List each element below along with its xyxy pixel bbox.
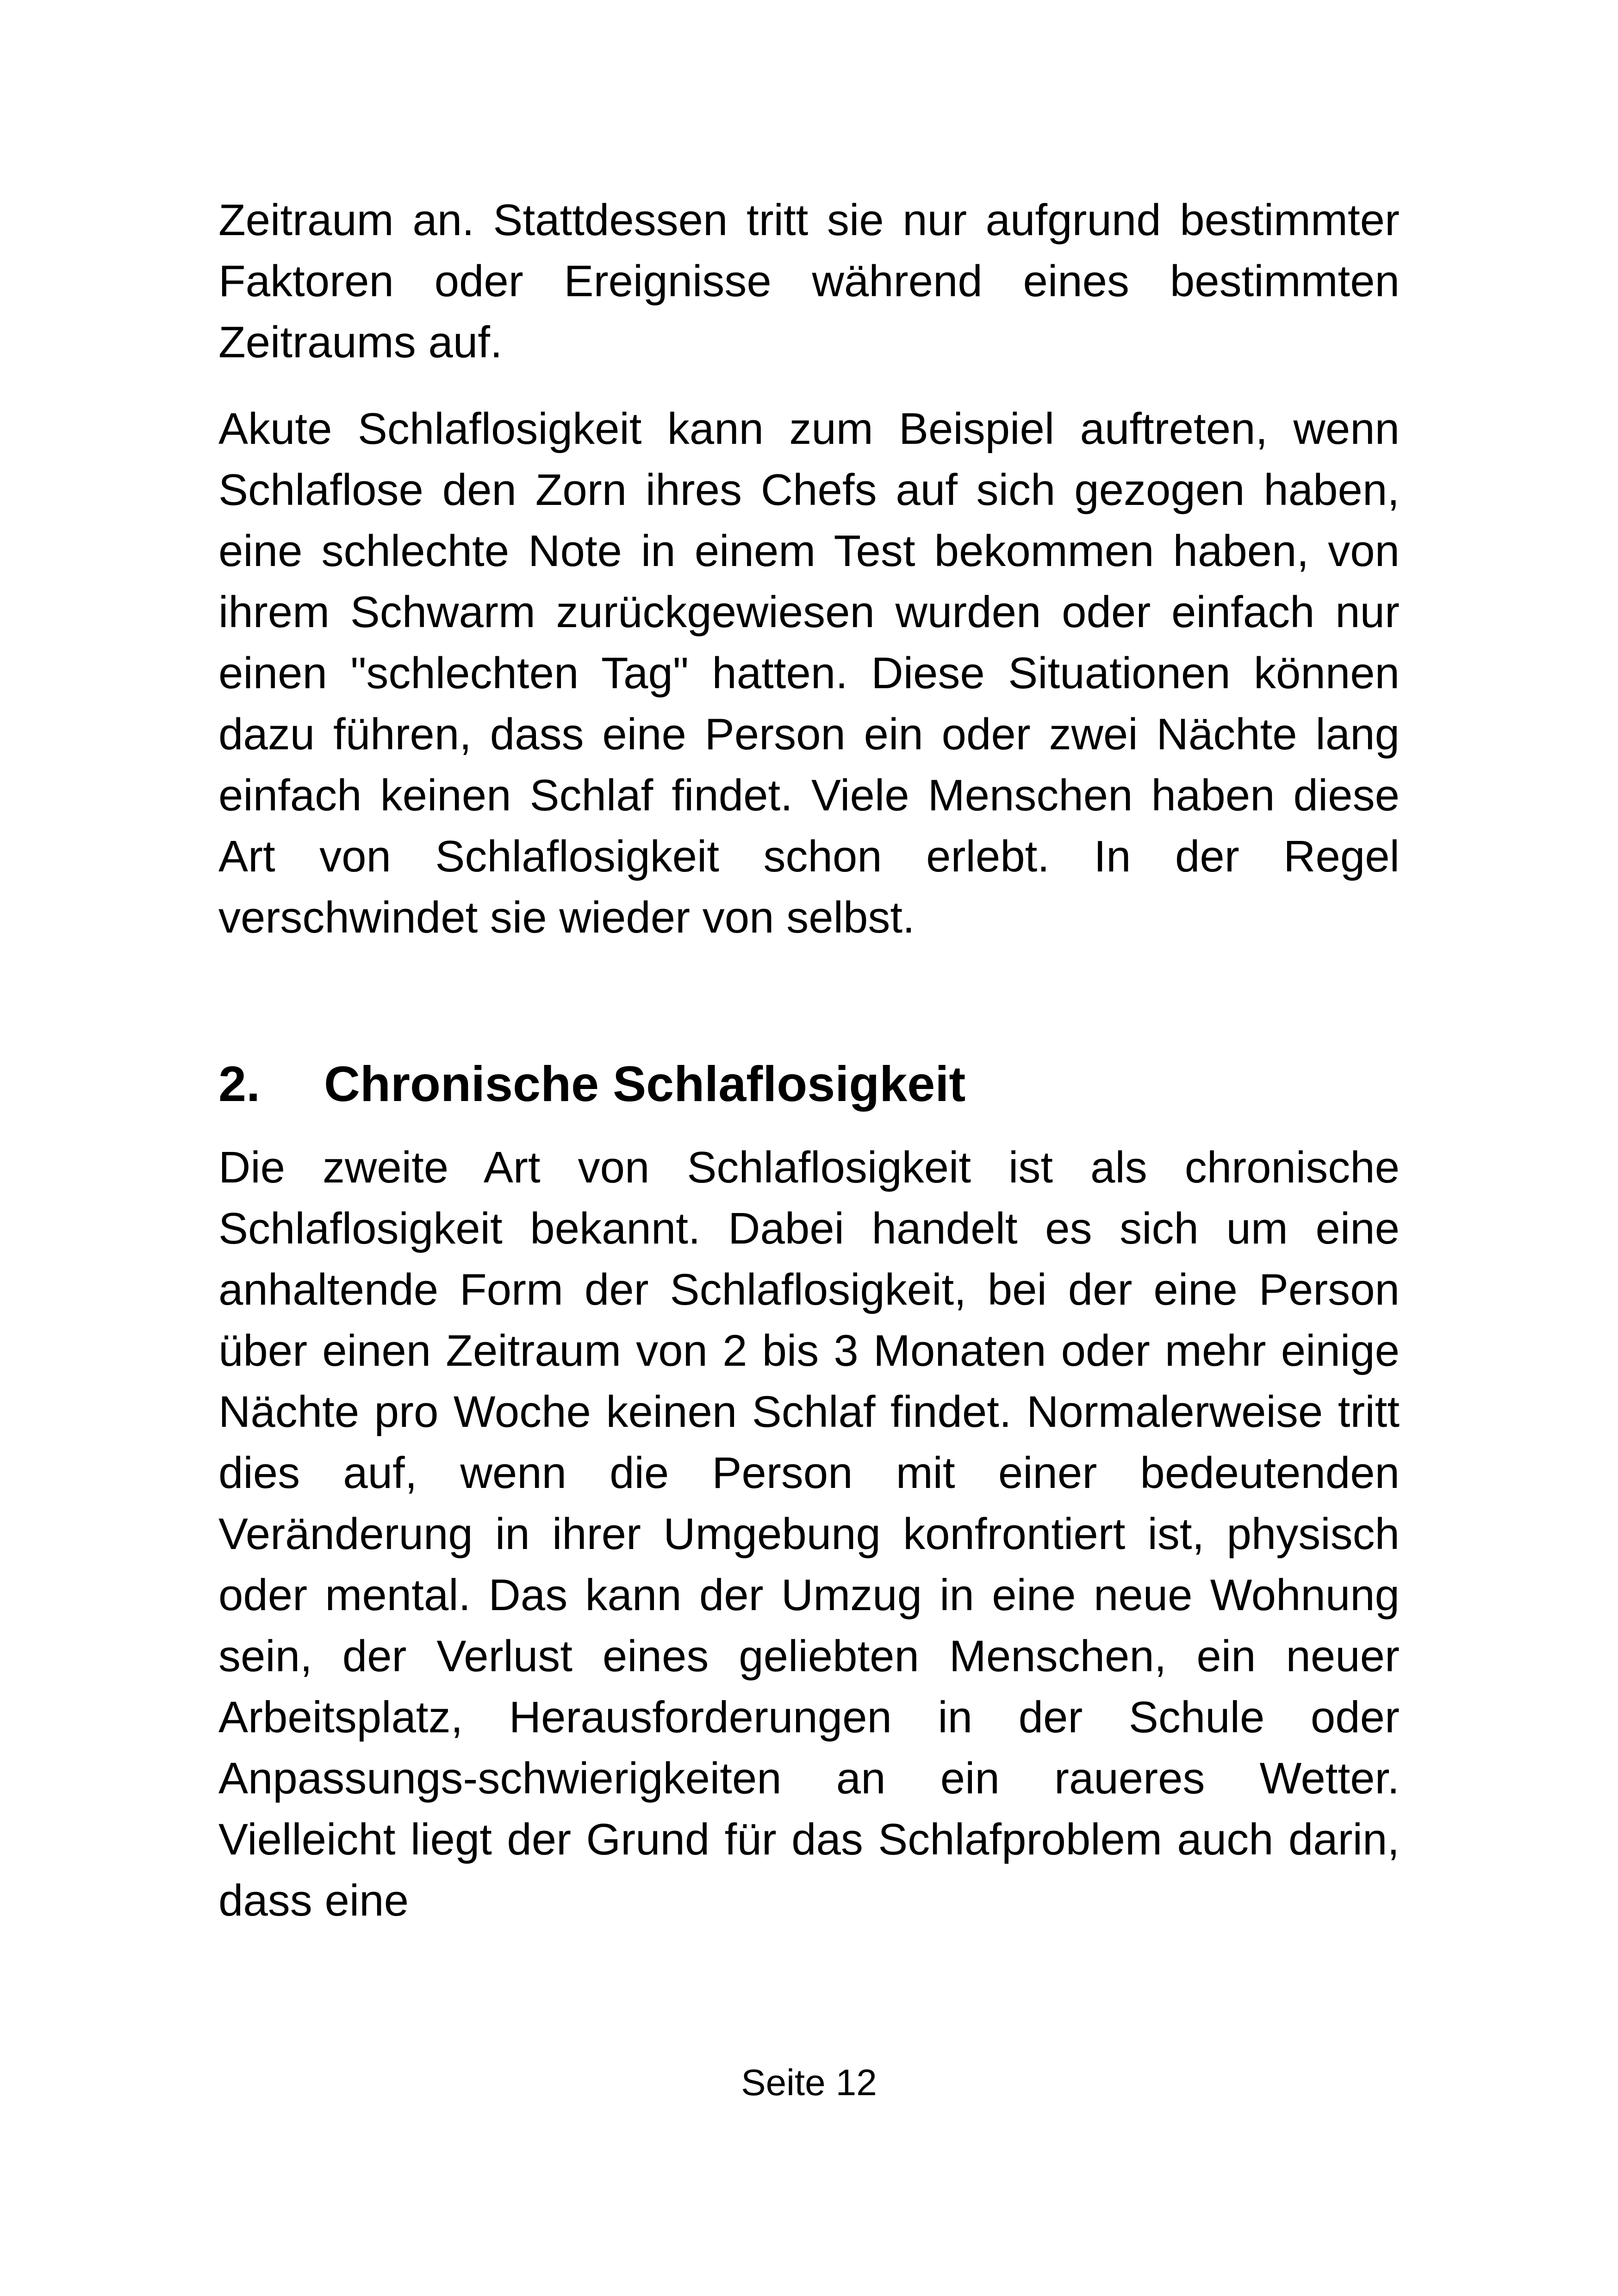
paragraph-chronische-schlaflosigkeit: Die zweite Art von Schlaflosigkeit ist als chronische Schlaflosigkeit bekannt. Dabei handelt es sich um eine anhaltende Form der Schlaflosigkeit, bei der eine Person über einen Zeitraum von 2 bis 3 Monaten oder mehr einige Nächte pro Woche keinen Schlaf findet. Normalerweise tritt dies auf, wenn die Person mit einer bedeutenden Veränderung in ihrer Umgebung konfrontiert ist, physisch oder mental. Das kann der Umzug in eine neue Wohnung sein, der Verlust eines geliebten Menschen, ein neuer Arbeitsplatz, Herausforderungen in der Schule oder Anpassungs-schwierigkeiten an ein raueres Wetter. Vielleicht liegt der Grund für das Schlafproblem auch darin, dass eine: [218, 1143, 1400, 1925]
page-number-footer: Seite 12: [741, 2062, 877, 2103]
paragraph-continuation: Zeitraum an. Stattdessen tritt sie nur aufgrund bestimmter Faktoren oder Ereignisse während eines bestimmten Zeitraums auf.: [218, 195, 1400, 367]
section-heading: [218, 1049, 1400, 1119]
paragraph-akute-schlaflosigkeit: Akute Schlaflosigkeit kann zum Beispiel auftreten, wenn Schlaflose den Zorn ihres Chefs auf sich gezogen haben, eine schlechte Note in einem Test bekommen haben, von ihrem Schwarm zurückgewiesen wurden oder einfach nur einen "schlechten Tag" hatten. Diese Situationen können dazu führen, dass eine Person ein oder zwei Nächte lang einfach keinen Schlaf findet. Viele Menschen haben diese Art von Schlaflosigkeit schon erlebt. In der Regel verschwindet sie wieder von selbst.: [218, 404, 1400, 942]
section-title: Chronische Schlaflosigkeit: [324, 1056, 966, 1112]
section-number: 2.: [218, 1056, 261, 1112]
page-content: [218, 190, 1400, 1931]
